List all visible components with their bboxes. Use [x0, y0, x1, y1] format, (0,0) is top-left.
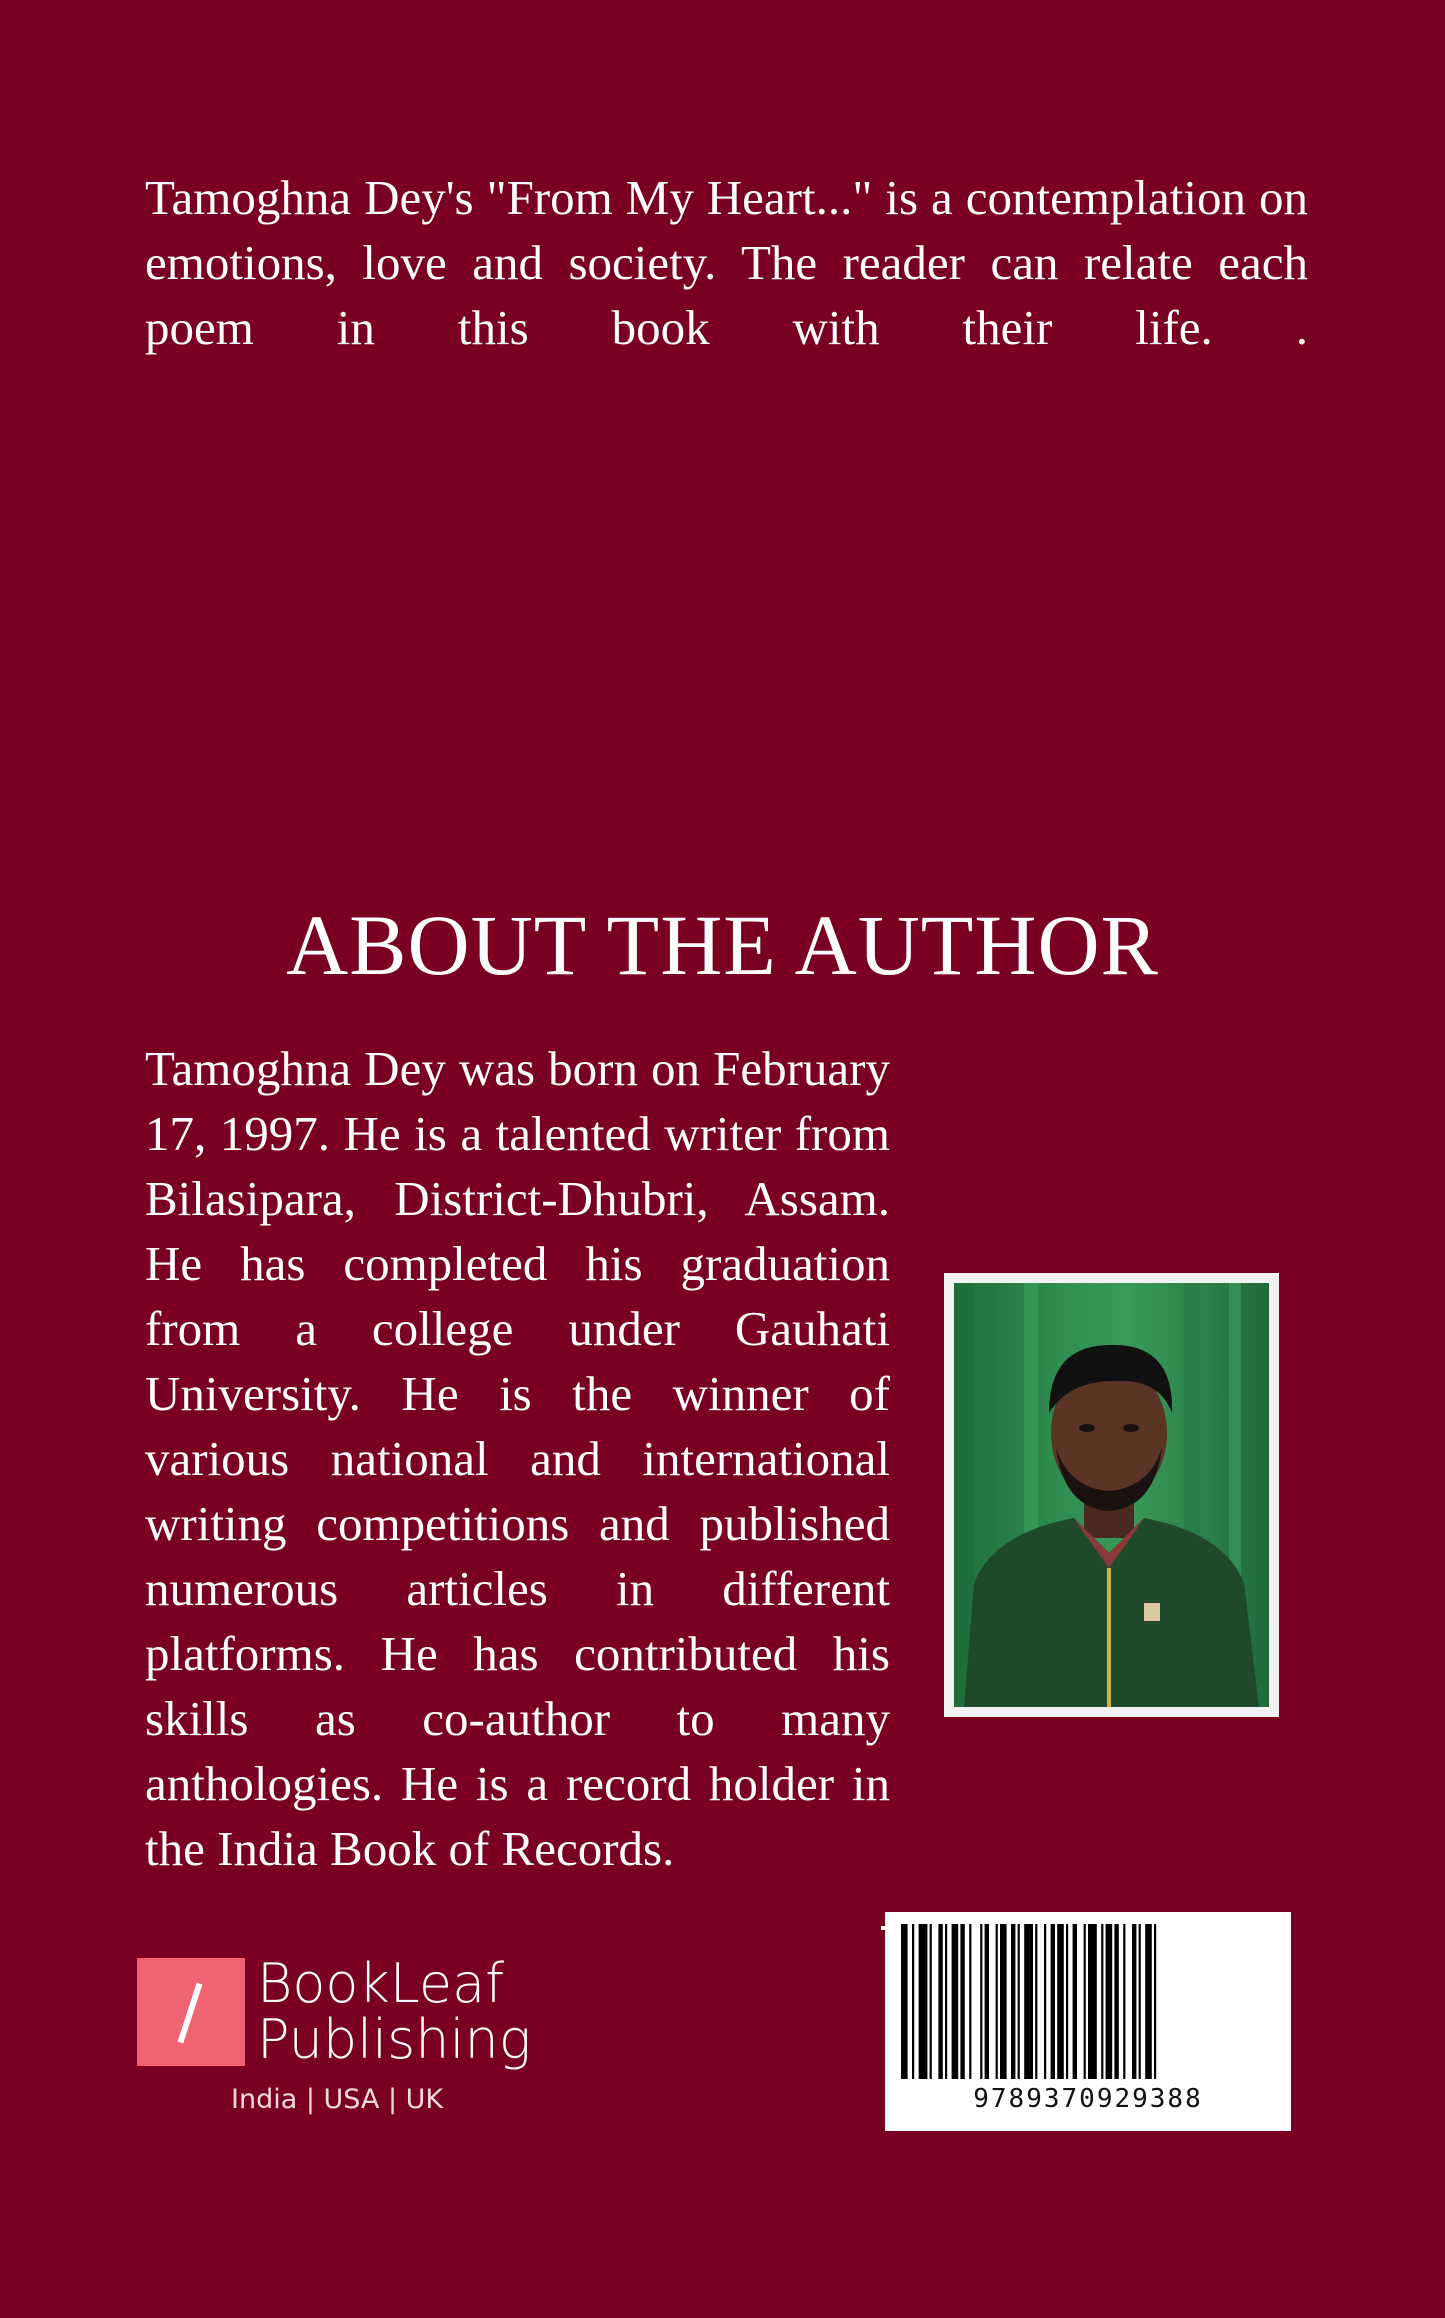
publisher-name-line2: Publishing — [257, 2008, 532, 2071]
author-photo — [944, 1273, 1279, 1717]
isbn-barcode — [885, 1912, 1291, 2131]
isbn-number: 9789370929388 — [973, 2084, 1203, 2114]
author-portrait-illustration — [954, 1283, 1269, 1707]
bookleaf-mark-icon — [137, 1958, 245, 2066]
about-author-heading: ABOUT THE AUTHOR — [286, 897, 1159, 993]
publisher-regions: India | USA | UK — [231, 2084, 444, 2115]
author-bio: Tamoghna Dey was born on February 17, 1997. He is a talented writer from Bilasipara, District-Dhubri, Assam. He has completed his graduation from a college under Gauhati University. He is the winner of various national and international writing competitions and published numerous articles in different platforms. He has contributed his skills as co-author to many anthologies. He is a record holder in the India Book of Records. — [145, 1041, 890, 1876]
barcode-bars-icon — [901, 1924, 1275, 2079]
publisher-name-line1: BookLeaf — [257, 1952, 505, 2015]
back-cover-blurb: Tamoghna Dey's "From My Heart..." is a contemplation on emotions, love and society. The reader can relate each poem in this book with their life. . — [145, 170, 1308, 355]
